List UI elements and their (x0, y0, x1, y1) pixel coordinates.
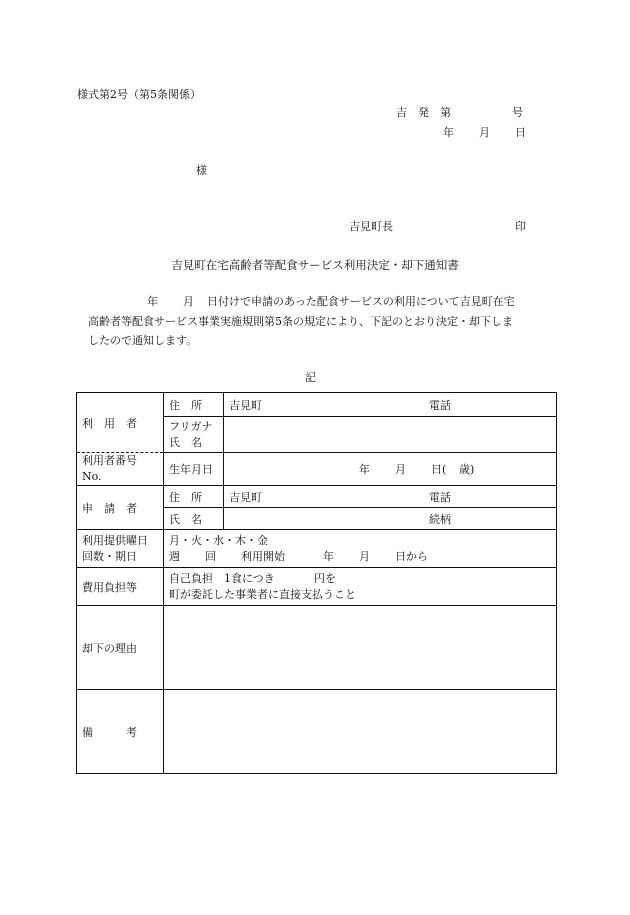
remarks-value-cell[interactable] (164, 690, 557, 774)
days-value-cell[interactable] (164, 530, 557, 568)
issue-year: 年 (443, 126, 454, 139)
reject-value-cell[interactable] (164, 606, 557, 690)
days-label-2: 回数・期日 (82, 549, 137, 563)
reject-label-cell (77, 606, 164, 690)
applicant-address-label: 住 所 (169, 490, 202, 504)
applicant-address-value-cell[interactable] (224, 486, 557, 508)
applicant-name-label: 氏 名 (169, 512, 202, 526)
user-label-cell (77, 393, 164, 453)
user-number-cell (77, 453, 164, 486)
cost-label: 費用負担等 (82, 580, 137, 594)
issue-number (396, 104, 523, 120)
birth-label-cell (164, 453, 224, 486)
document-title: 吉見町在宅高齢者等配食サービス利用決定・却下通知書 (171, 258, 459, 272)
user-number-no: No. (82, 470, 102, 483)
issue-prefix-3: 第 (440, 106, 451, 119)
applicant-label: 申 請 者 (82, 501, 137, 515)
name-value-cell[interactable] (224, 417, 557, 453)
issue-prefix-1: 吉 (396, 106, 407, 119)
address-label: 住 所 (169, 398, 202, 412)
applicant-name-label-cell (164, 508, 224, 530)
address-value-cell[interactable] (224, 393, 557, 417)
start-day: 日から (395, 549, 428, 563)
body-month: 月 (183, 295, 194, 308)
user-number-label: 利用者番号 (82, 454, 137, 467)
cost-value-cell[interactable] (164, 568, 557, 606)
days-label-1: 利用提供曜日 (82, 533, 148, 547)
mayor-label: 吉見町長 (349, 220, 393, 233)
start-year: 年 (323, 549, 334, 563)
body-line3: したので通知します。 (88, 334, 198, 347)
applicant-name-value-cell[interactable] (224, 508, 557, 530)
name-label: 氏 名 (169, 435, 202, 449)
applicant-phone-label: 電話 (429, 490, 451, 504)
ki-marker: 記 (305, 371, 316, 384)
issue-prefix-2: 発 (418, 106, 429, 119)
mayor-signature (349, 218, 526, 234)
days-value: 月・火・水・木・金 (169, 533, 268, 547)
cost-label-cell (77, 568, 164, 606)
body-year: 年 (147, 295, 158, 308)
issue-date (443, 124, 526, 140)
decision-table (76, 392, 557, 774)
notice-body (88, 292, 568, 351)
form-number: 様式第2号（第5条関係） (77, 88, 201, 101)
furigana-label: フリガナ (169, 419, 213, 433)
cost-yen: 円を (314, 571, 336, 585)
remarks-label: 備 考 (82, 725, 137, 739)
start-label: 利用開始 (241, 549, 285, 563)
seal-mark: 印 (515, 220, 526, 233)
applicant-address-label-cell (164, 486, 224, 508)
birth-year: 年 (359, 463, 370, 476)
applicant-address-value: 吉見町 (229, 490, 262, 504)
reject-label: 却下の理由 (82, 641, 137, 655)
issue-suffix: 号 (512, 106, 523, 119)
user-label: 利 用 者 (82, 416, 137, 430)
address-label-cell (164, 393, 224, 417)
body-line1: 日付けで申請のあった配食サービスの利用について吉見町在宅 (207, 295, 515, 308)
addressee: 様 (196, 164, 207, 177)
times-label: 回 (205, 549, 216, 563)
body-line2: 高齢者等配食サービス事業実施規則第5条の規定により、下記のとおり決定・却下しま (88, 314, 513, 328)
days-label-cell (77, 530, 164, 568)
remarks-label-cell (77, 690, 164, 774)
relation-label: 続柄 (429, 512, 451, 526)
issue-day: 日 (515, 126, 526, 139)
cost-line2: 町が委託した事業者に直接支払うこと (169, 587, 356, 601)
issue-month: 月 (479, 126, 490, 139)
address-value: 吉見町 (229, 398, 262, 412)
birth-month: 月 (395, 463, 406, 476)
birth-day: 日( (431, 463, 447, 476)
week-label: 週 (169, 549, 180, 563)
birth-value-cell[interactable] (224, 453, 557, 486)
birth-label: 生年月日 (169, 463, 213, 476)
birth-age: 歳) (459, 463, 475, 476)
start-month: 月 (359, 549, 370, 563)
name-label-cell (164, 417, 224, 453)
cost-line1: 自己負担 1食につき (169, 571, 275, 585)
phone-label: 電話 (429, 398, 451, 412)
applicant-label-cell (77, 486, 164, 530)
